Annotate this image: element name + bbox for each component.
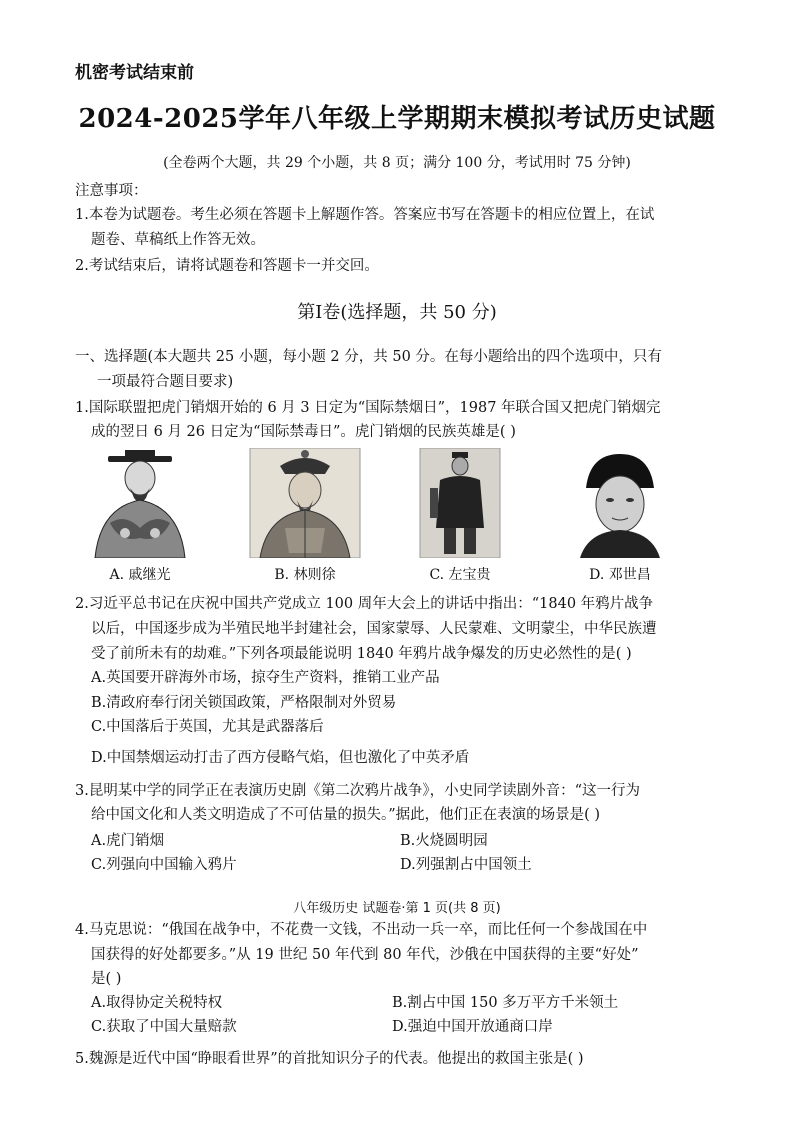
q4-option-b: B.割占中国 150 多万平方千米领土: [392, 995, 619, 1011]
confidential-label: 机密考试结束前: [75, 63, 194, 83]
notes-item-2: 2.考试结束后，请将试题卷和答题卡一并交回。: [75, 258, 379, 274]
q2-option-d: D.中国禁烟运动打击了西方侵略气焰，但也激化了中英矛盾: [91, 750, 470, 766]
portrait-zuo-baogui-icon: [400, 448, 520, 558]
q2-line-1: 2.习近平总书记在庆祝中国共产党成立 100 周年大会上的讲话中指出：“1840 年鸦片战争: [75, 596, 654, 612]
q3-option-b: B.火烧圆明园: [400, 833, 488, 849]
q2-option-c: C.中国落后于英国，尤其是武器落后: [91, 719, 324, 735]
q4-line-1: 4.马克思说：“俄国在战争中，不花费一文钱，不出动一兵一卒，而比任何一个参战国在中: [75, 922, 648, 938]
section-title: 第Ⅰ卷(选择题，共 50 分): [297, 302, 497, 323]
q3-option-a: A.虎门销烟: [91, 833, 165, 849]
portrait-qi-jiguang-icon: [80, 448, 200, 558]
option-a-caption: A. 戚继光: [109, 567, 171, 583]
q4-line-3: 是( ): [91, 971, 122, 987]
exam-subtitle: (全卷两个大题，共 29 个小题，共 8 页；满分 100 分，考试用时 75 分钟): [163, 155, 631, 171]
q1-portraits: [80, 448, 700, 588]
q4-option-c: C.获取了中国大量赔款: [91, 1019, 237, 1035]
section-intro-line-2: 一项最符合题目要求): [97, 374, 234, 390]
q3-line-1: 3.昆明某中学的同学正在表演历史剧《第二次鸦片战争》，小史同学读剧外音：“这一行为: [75, 783, 640, 799]
portrait-lin-zexu-icon: [245, 448, 365, 558]
portrait-option-a: [80, 448, 200, 584]
option-b-caption: B. 林则徐: [274, 567, 336, 583]
q3-line-2: 给中国文化和人类文明造成了不可估量的损失。”据此，他们正在表演的场景是( ): [91, 807, 601, 823]
portrait-option-b: [245, 448, 365, 584]
page-footer: 八年级历史 试题卷·第 1 页(共 8 页): [293, 901, 501, 916]
notes-item-1-line-2: 题卷、草稿纸上作答无效。: [91, 232, 265, 248]
q2-line-3: 受了前所未有的劫难。”下列各项最能说明 1840 年鸦片战争爆发的历史必然性的是( ): [91, 646, 632, 662]
q3-option-d: D.列强割占中国领土: [400, 857, 532, 873]
exam-title: 2024-2025学年八年级上学期期末模拟考试历史试题: [78, 104, 716, 134]
q4-option-a: A.取得协定关税特权: [91, 995, 223, 1011]
portrait-option-d: [560, 448, 680, 584]
q1-line-2: 成的翌日 6 月 26 日定为“国际禁毒日”。虎门销烟的民族英雄是( ): [91, 424, 516, 440]
option-d-caption: D. 邓世昌: [589, 567, 651, 583]
notes-heading: 注意事项：: [75, 183, 148, 199]
q1-line-1: 1.国际联盟把虎门销烟开始的 6 月 3 日定为“国际禁烟日”，1987 年联合国又把虎门销烟完: [75, 400, 661, 416]
portrait-option-c: [400, 448, 520, 584]
q4-line-2: 国获得的好处都要多。”从 19 世纪 50 年代到 80 年代，沙俄在中国获得的主要“好处”: [91, 947, 639, 963]
q2-line-2: 以后，中国逐步成为半殖民地半封建社会，国家蒙辱、人民蒙难、文明蒙尘，中华民族遭: [91, 621, 657, 637]
notes-item-1-line-1: 1.本卷为试题卷。考生必须在答题卡上解题作答。答案应书写在答题卡的相应位置上，在试: [75, 207, 655, 223]
q3-option-c: C.列强向中国输入鸦片: [91, 857, 237, 873]
q4-option-d: D.强迫中国开放通商口岸: [392, 1019, 553, 1035]
section-intro-line-1: 一、选择题(本大题共 25 小题，每小题 2 分，共 50 分。在每小题给出的四个选项中，只有: [75, 349, 662, 365]
q5-line-1: 5.魏源是近代中国“睁眼看世界”的首批知识分子的代表。他提出的救国主张是( ): [75, 1051, 584, 1067]
portrait-deng-shichang-icon: [560, 448, 680, 558]
option-c-caption: C. 左宝贵: [429, 567, 491, 583]
q2-option-b: B.清政府奉行闭关锁国政策，严格限制对外贸易: [91, 695, 397, 711]
q2-option-a: A.英国要开辟海外市场，掠夺生产资料，推销工业产品: [91, 670, 440, 686]
